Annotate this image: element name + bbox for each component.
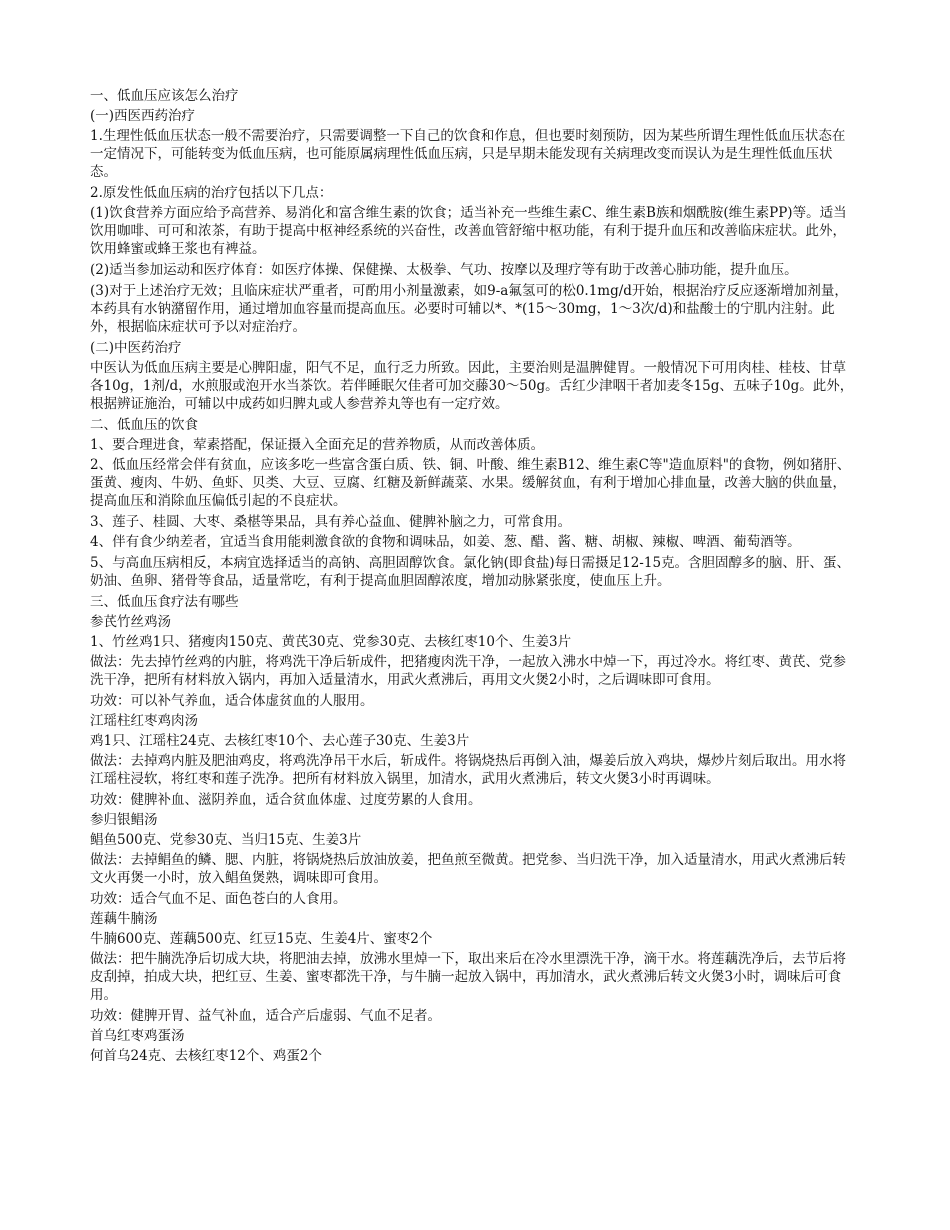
- recipe-effect-1: 功效：可以补气养血，适合体虚贫血的人服用。: [90, 693, 374, 709]
- diet-item-2: 2、低血压经常会伴有贫血，应该多吃一些富含蛋白质、铁、铜、叶酸、维生素B12、维生素C等"造血原料"的食物，例如猪肝、蛋黄、瘦肉、牛奶、鱼虾、贝类、大豆、豆腐、红糖及新鲜蔬菜、水果。缓解贫血，有利于增加心排血量，改善大脑的供血量，提高血压和消除血压偏低引起的不良症状。: [90, 457, 851, 509]
- recipe-method-2: 做法：去掉鸡内脏及肥油鸡皮，将鸡洗净吊干水后，斩成件。将锅烧热后再倒入油，爆姜后放入鸡块，爆炒片刻后取出。用水将江瑶柱浸软，将红枣和莲子洗净。把所有材料放入锅里，加清水，武用火煮沸后，转文火煲3小时再调味。: [90, 753, 846, 787]
- heading-1: 一、低血压应该怎么治疗: [90, 88, 239, 104]
- diet-item-3: 3、莲子、桂圆、大枣、桑椹等果品，具有养心益血、健脾补脑之力，可常食用。: [90, 514, 572, 530]
- recipe-method-1: 做法：先去掉竹丝鸡的内脏，将鸡洗干净后斩成件，把猪瘦肉洗干净，一起放入沸水中焯一下，再过冷水。将红枣、黄芪、党参洗干净，把所有材料放入锅内，再加入适量清水，用武火煮沸后，再用文火煲2小时，之后调味即可食用。: [90, 654, 846, 688]
- heading-2: 二、低血压的饮食: [90, 417, 198, 433]
- recipe-ingredients-3: 鲳鱼500克、党参30克、当归15克、生姜3片: [90, 832, 362, 848]
- diet-item-1: 1、要合理进食，荤素搭配，保证摄入全面充足的营养物质，从而改善体质。: [90, 437, 545, 453]
- recipe-ingredients-2: 鸡1只、江瑶柱24克、去核红枣10个、去心莲子30克、生姜3片: [90, 733, 470, 749]
- heading-3: 三、低血压食疗法有哪些: [90, 594, 239, 610]
- paragraph-primary-hypotension: 2.原发性低血压病的治疗包括以下几点：: [90, 185, 333, 201]
- recipe-effect-3: 功效：适合气血不足、面色苍白的人食用。: [90, 891, 347, 907]
- diet-item-4: 4、伴有食少纳差者，宜适当食用能刺激食欲的食物和调味品，如姜、葱、醋、酱、糖、胡椒、辣椒、啤酒、葡萄酒等。: [90, 534, 801, 550]
- recipe-method-3: 做法：去掉鲳鱼的鳞、腮、内脏，将锅烧热后放油放姜，把鱼煎至微黄。把党参、当归洗干净，加入适量清水，用武火煮沸后转文火再煲一小时，放入鲳鱼煲熟，调味即可食用。: [90, 852, 846, 886]
- paragraph-exercise: (2)适当参加运动和医疗体育：如医疗体操、保健操、太极拳、气功、按摩以及理疗等有助于改善心肺功能，提升血压。: [90, 262, 798, 278]
- paragraph-medication: (3)对于上述治疗无效；且临床症状严重者，可酌用小剂量激素，如9-a氟氢可的松0.1mg/d开始，根据治疗反应逐渐增加剂量，本药具有水钠潴留作用，通过增加血容量而提高血压。必要时可辅以*、*(15～30mg，1～3次/d)和盐酸士的宁肌内注射。此外，根据临床症状可予以对症治疗。: [90, 283, 848, 335]
- recipe-effect-2: 功效：健脾补血、滋阴养血，适合贫血体虚、过度劳累的人食用。: [90, 792, 482, 808]
- paragraph-diet-nutrition: (1)饮食营养方面应给予高营养、易消化和富含维生素的饮食；适当补充一些维生素C、维生素B族和烟酰胺(维生素PP)等。适当饮用咖啡、可可和浓茶，有助于提高中枢神经系统的兴奋性，改善血管舒缩中枢功能，有利于提升血压和改善临床症状。此外，饮用蜂蜜或蜂王浆也有裨益。: [90, 205, 847, 257]
- recipe-method-4: 做法：把牛腩洗净后切成大块，将肥油去掉，放沸水里焯一下，取出来后在冷水里漂洗干净，滴干水。将莲藕洗净后，去节后将皮刮掉，拍成大块，把红豆、生姜、蜜枣都洗干净，与牛腩一起放入锅中，再加清水，武火煮沸后转文火煲3小时，调味后可食用。: [90, 951, 846, 1003]
- recipe-ingredients-5: 何首乌24克、去核红枣12个、鸡蛋2个: [90, 1048, 322, 1064]
- recipe-title-4: 莲藕牛腩汤: [90, 911, 158, 927]
- subheading-tcm: (二)中医药治疗: [90, 340, 182, 356]
- recipe-title-2: 江瑶柱红枣鸡肉汤: [90, 713, 198, 729]
- paragraph-tcm: 中医认为低血压病主要是心脾阳虚，阳气不足，血行乏力所致。因此，主要治则是温脾健胃。一般情况下可用肉桂、桂枝、甘草各10g，1剂/d，水煎服或泡开水当茶饮。若伴睡眠欠佳者可加交藤30～50g。舌红少津咽干者加麦冬15g、五味子10g。此外，根据辨证施治，可辅以中成药如归脾丸或人参营养丸等也有一定疗效。: [90, 360, 854, 412]
- paragraph-physiological-hypotension: 1.生理性低血压状态一般不需要治疗，只需要调整一下自己的饮食和作息，但也要时刻预防，因为某些所谓生理性低血压状态在一定情况下，可能转变为低血压病，也可能原属病理性低血压病，只是早期未能发现有关病理改变而误认为是生理性低血压状态。: [90, 128, 846, 180]
- recipe-title-3: 参归银鲳汤: [90, 812, 158, 828]
- recipe-title-1: 参芪竹丝鸡汤: [90, 614, 171, 630]
- document-body: [90, 87, 856, 1067]
- diet-item-5: 5、与高血压病相反，本病宜选择适当的高钠、高胆固醇饮食。氯化钠(即食盐)每日需摄足12-15克。含胆固醇多的脑、肝、蛋、奶油、鱼卵、猪骨等食品，适量常吃，有利于提高血胆固醇浓度，增加动脉紧张度，使血压上升。: [90, 555, 851, 589]
- recipe-effect-4: 功效：健脾开胃、益气补血，适合产后虚弱、气血不足者。: [90, 1008, 441, 1024]
- subheading-western-medicine: (一)西医西药治疗: [90, 108, 196, 124]
- recipe-ingredients-4: 牛腩600克、莲藕500克、红豆15克、生姜4片、蜜枣2个: [90, 931, 433, 947]
- recipe-title-5: 首乌红枣鸡蛋汤: [90, 1028, 185, 1044]
- recipe-ingredients-1: 1、竹丝鸡1只、猪瘦肉150克、黄芪30克、党参30克、去核红枣10个、生姜3片: [90, 634, 572, 650]
